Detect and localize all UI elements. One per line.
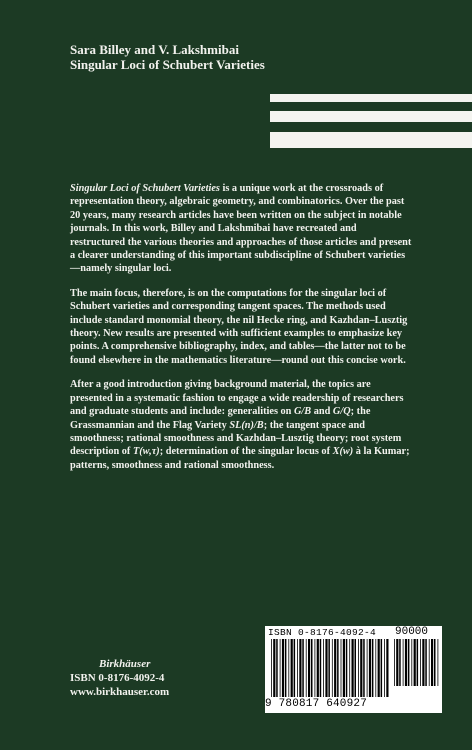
barcode-bar [273, 639, 275, 697]
barcode-bar [420, 639, 421, 686]
barcode-bar [341, 639, 342, 697]
barcode-bar [291, 639, 293, 697]
publisher-url: www.birkhauser.com [70, 686, 170, 698]
barcode-bar [285, 639, 287, 697]
blurb-p3-text: à la Kumar; patterns, smoothness and rational smoothness. [70, 446, 410, 471]
barcode-bar [332, 639, 333, 697]
barcode-bar [394, 639, 395, 686]
barcode-bar [381, 639, 383, 697]
barcode-bar [311, 639, 313, 697]
ean-barcode-bars [271, 639, 390, 697]
addon-barcode-bars [394, 639, 439, 686]
barcode-bar [317, 639, 319, 697]
barcode-bar [328, 639, 330, 697]
barcode-bar [399, 639, 401, 686]
barcode-bar [422, 639, 424, 686]
blurb-paragraph-1 [70, 182, 412, 276]
authors: Sara Billey and V. Lakshmibai [70, 42, 239, 57]
barcode-bar [403, 639, 404, 686]
barcode-bar [355, 639, 357, 697]
barcode-bar [434, 639, 436, 686]
barcode-ean-digits: 9 780817 640927 [265, 698, 368, 710]
barcode-bar [282, 639, 284, 697]
blurb-p1-text: is a unique work at the crossroads of representation theory, algebraic geometry, and combinatorics. Over the past 20 years, many research articles have been written on the subject in notable journals. In this work, Billey and Lakshmibai have recreated and restructured the various theories and approaches of those articles and present a clearer understanding of this important subdiscipline of Schubert varieties—namely singular loci. [70, 183, 412, 275]
blurb-p3-text: ; the tangent space and smoothness; rational smoothness and Kazhdan–Lusztig theory; root system description of [70, 419, 402, 458]
barcode-bar [306, 639, 307, 697]
barcode-bar [323, 639, 324, 697]
barcode-bar [315, 639, 316, 697]
barcode-bar [320, 639, 322, 697]
barcode-bar [302, 639, 304, 697]
barcode-bar [408, 639, 410, 686]
barcode-bar [325, 639, 327, 697]
barcode-bar [417, 639, 419, 686]
barcode-addon-digits: 90000 [395, 626, 429, 638]
blurb-p3-text: ; the Grassmannian and the Flag Variety [70, 406, 371, 431]
barcode-bar [429, 639, 430, 686]
barcode-bar [271, 639, 272, 697]
blurb-paragraph-2: The main focus, therefore, is on the computations for the singular loci of Schubert varieties and corresponding tangent spaces. The methods used include standard monomial theory, the nil Hecke ring, and Kazhdan–Lusztig theory. New results are presented with sufficient examples to emphasize key points. A comprehensive bibliography, index, and tables—the latter not to be found elsewhere in the mathematics literature—round out this concise work. [70, 287, 408, 366]
math-gq: G/Q [332, 406, 351, 418]
barcode-bar [367, 639, 368, 697]
barcode-bar [369, 639, 371, 697]
barcode-isbn-label: ISBN 0-8176-4092-4 [268, 627, 377, 638]
barcode-bar [438, 639, 439, 686]
barcode-bar [386, 639, 388, 697]
barcode-bar [288, 639, 289, 697]
barcode-bar [346, 639, 348, 697]
math-twt: T(w,τ) [132, 446, 160, 458]
barcode-bar [276, 639, 278, 697]
barcode-bar [343, 639, 345, 697]
publisher-block [70, 657, 169, 699]
math-xw: X(w) [332, 446, 354, 458]
barcode-bar [349, 639, 350, 697]
decorative-stripe-1 [270, 94, 472, 102]
blurb-p3-text: and [311, 406, 333, 418]
book-title: Singular Loci of Schubert Varieties [70, 57, 265, 72]
publisher-name: Birkhäuser [99, 658, 151, 670]
barcode-bar [352, 639, 354, 697]
publisher-isbn: ISBN 0-8176-4092-4 [70, 672, 165, 684]
back-cover-blurb [70, 182, 412, 483]
barcode-bar [378, 639, 380, 697]
barcode-bar [396, 639, 398, 686]
math-sln-b: SL(n)/B [229, 419, 264, 431]
barcode-bar [334, 639, 336, 697]
barcode-bar [308, 639, 310, 697]
barcode-bar [431, 639, 433, 686]
barcode-bar [337, 639, 339, 697]
decorative-stripe-3 [270, 132, 472, 148]
barcode-bar [414, 639, 416, 686]
barcode-bar [372, 639, 374, 697]
barcode-bar [297, 639, 298, 697]
barcode-bar [280, 639, 281, 697]
blurb-p3-text: After a good introduction giving background material, the topics are presented in a systematic fashion to engage a wide readership of researchers and graduate students and include: generalities on [70, 379, 404, 418]
barcode-bar [375, 639, 376, 697]
blurb-p3-text: ; determination of the singular locus of [159, 446, 333, 458]
barcode-bar [411, 639, 412, 686]
barcode-bar [360, 639, 362, 697]
blurb-paragraph-3 [70, 378, 412, 472]
barcode-bar [358, 639, 359, 697]
blurb-title-italic: Singular Loci of Schubert Varieties [70, 183, 220, 194]
decorative-stripe-2 [270, 111, 472, 122]
math-gb: G/B [293, 406, 312, 418]
isbn-barcode [265, 626, 442, 713]
barcode-bar [294, 639, 296, 697]
barcode-bar [363, 639, 365, 697]
cover-header [70, 42, 265, 72]
barcode-bar [405, 639, 407, 686]
barcode-bar [384, 639, 385, 697]
barcode-bar [299, 639, 301, 697]
barcode-bar [425, 639, 427, 686]
